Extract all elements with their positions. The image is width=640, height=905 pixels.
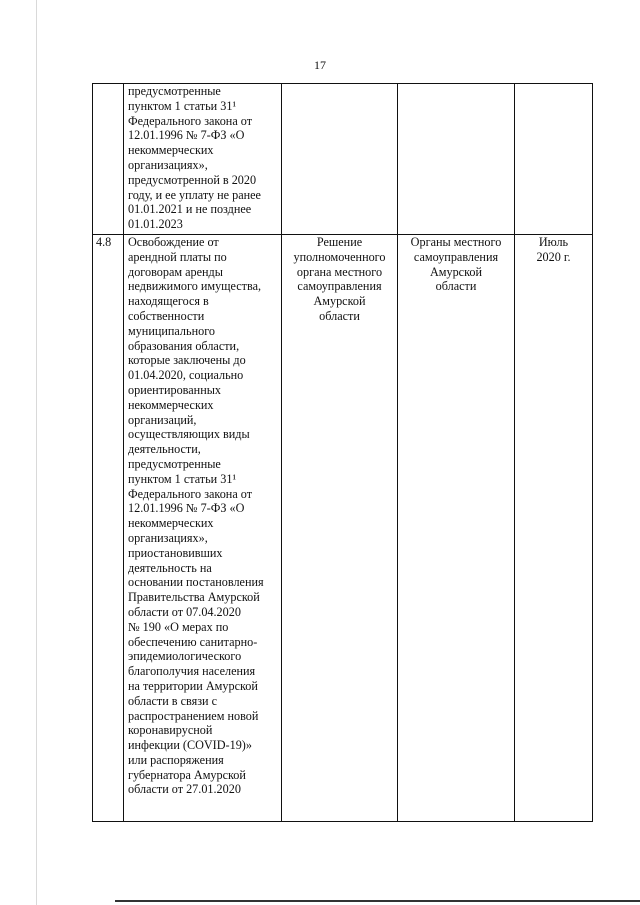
row-number-cell: 4.8 [93,235,124,822]
basis-cell [282,84,398,235]
measure-description-cell: Освобождение от арендной платы по договорам аренды недвижимого имущества, находящегося в собственности муниципального образования области, которые заключены до 01.04.2020, социально ориентированных некоммерческих организаций, осуществляющих виды деятельности, предусмотренные пунктом 1 статьи 31¹ Федерального закона от 12.01.1996 № 7-ФЗ «О некоммерческих организациях», приостановивших деятельность на основании постановления Правительства Амурской области от 07.04.2020 № 190 «О мерах по обеспечению санитарно- эпидемиологического благополучия населения на территории Амурской области в связи с распространением новой коронавирусной инфекции (COVID-19)» или распоряжения губернатора Амурской области от 27.01.2020 [124,235,282,822]
page-number: 17 [314,58,326,72]
responsible-cell: Органы местного самоуправления Амурской области [398,235,515,822]
term-cell [515,84,593,235]
term-cell: Июль 2020 г. [515,235,593,822]
row-number-cell [93,84,124,235]
measure-description-cell: предусмотренные пунктом 1 статьи 31¹ Федерального закона от 12.01.1996 № 7-ФЗ «О некоммерческих организациях», предусмотренной в 2020 году, и ее уплату не ранее 01.01.2021 и не позднее 01.01.2023 [124,84,282,235]
table-row [93,84,593,235]
responsible-cell [398,84,515,235]
measures-table [92,83,593,822]
scan-bottom-edge [115,900,640,902]
scan-margin-line [36,0,37,905]
table-row [93,235,593,822]
basis-cell: Решение уполномоченного органа местного самоуправления Амурской области [282,235,398,822]
